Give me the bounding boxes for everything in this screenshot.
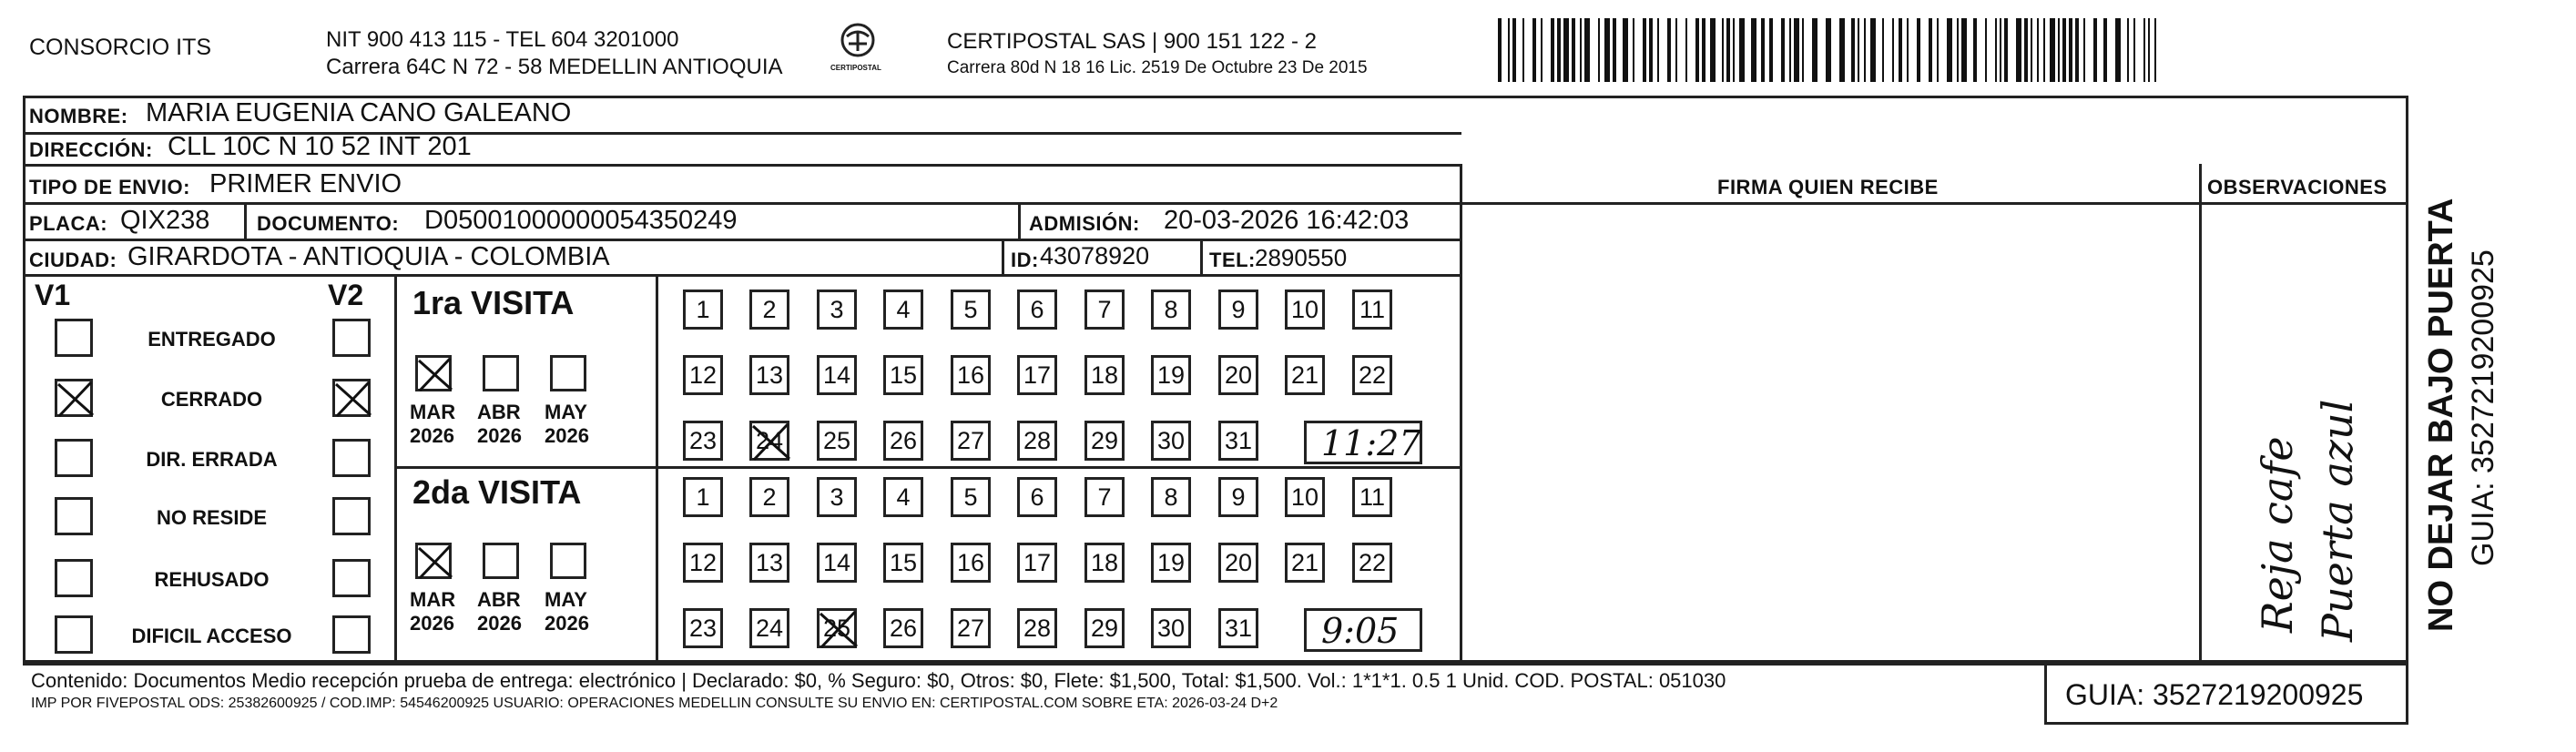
day-cell[interactable] <box>817 421 857 461</box>
check-mark-icon <box>55 379 97 421</box>
day-number: 31 <box>1224 426 1253 454</box>
day-number: 24 <box>755 614 784 642</box>
check-mark-icon <box>749 421 793 464</box>
logo-text: CERTIPOSTAL <box>830 64 881 72</box>
admision-value: 20-03-2026 16:42:03 <box>1164 206 1410 235</box>
v1-header: V1 <box>35 279 71 311</box>
year-label: 2026 <box>477 424 522 447</box>
day-cell[interactable] <box>1084 355 1125 395</box>
month-label: ABR <box>477 588 521 611</box>
day-cell[interactable] <box>1218 543 1258 583</box>
imp-line: IMP POR FIVEPOSTAL ODS: 25382600925 / COD.IMP: 54546200925 USUARIO: OPERACIONES MEDELLIN CONSULTE SU ENVIO EN: CERTIPOSTAL.COM SOBRE ETA: 2026-03-24 D+2 <box>31 696 1278 711</box>
firma-header: FIRMA QUIEN RECIBE <box>1717 176 1939 198</box>
day-cell[interactable] <box>749 290 789 330</box>
day-cell[interactable] <box>1285 290 1325 330</box>
day-cell[interactable] <box>749 421 789 461</box>
day-number: 25 <box>822 614 851 642</box>
v2-checkbox[interactable] <box>332 559 371 597</box>
contenido-line: Contenido: Documentos Medio recepción prueba de entrega: electrónico | Declarado: $0, % Seguro: $0, Otros: $0, Flete: $1,500, Total: $1,500. Vol.: 1*1*1. 0.5 1 Unid. COD. POSTAL: 051030 <box>31 669 1726 692</box>
day-number: 15 <box>889 548 918 576</box>
direccion-label: DIRECCIÓN: <box>29 138 153 161</box>
day-cell[interactable] <box>1285 355 1325 395</box>
v1-checkbox[interactable] <box>55 379 93 417</box>
day-number: 13 <box>755 548 784 576</box>
day-number: 22 <box>1358 361 1387 389</box>
day-number: 1 <box>696 483 710 511</box>
time-box[interactable] <box>1304 608 1422 652</box>
v2-header: V2 <box>328 279 364 311</box>
day-cell[interactable] <box>951 421 991 461</box>
day-cell[interactable] <box>1017 421 1057 461</box>
visit-1-title: 1ra VISITA <box>412 284 575 321</box>
day-number: 6 <box>1030 483 1044 511</box>
day-number: 14 <box>822 361 851 389</box>
day-cell[interactable] <box>1084 608 1125 648</box>
v1-checkbox[interactable] <box>55 615 93 654</box>
day-cell[interactable] <box>951 355 991 395</box>
day-number: 17 <box>1023 548 1052 576</box>
day-cell[interactable] <box>1151 477 1191 517</box>
day-number: 14 <box>822 548 851 576</box>
tel-value: 2890550 <box>1255 244 1348 271</box>
day-cell[interactable] <box>1285 477 1325 517</box>
day-cell[interactable] <box>883 355 923 395</box>
day-cell[interactable] <box>1084 477 1125 517</box>
day-number: 29 <box>1090 614 1119 642</box>
v2-checkbox[interactable] <box>332 439 371 477</box>
day-number: 11 <box>1359 295 1386 323</box>
day-cell[interactable] <box>1151 355 1191 395</box>
check-mark-icon <box>332 379 374 421</box>
day-cell[interactable] <box>1017 608 1057 648</box>
check-mark-icon <box>415 543 455 583</box>
footer-guia-number: GUIA: 3527219200925 <box>2065 678 2364 711</box>
day-cell[interactable] <box>1218 608 1258 648</box>
footer-guia-box <box>2044 663 2408 725</box>
status-option-label: NO RESIDE <box>156 506 268 529</box>
tipo-envio-value: PRIMER ENVIO <box>209 169 402 198</box>
day-number: 26 <box>889 426 918 454</box>
status-option-label: REHUSADO <box>154 568 270 591</box>
month-checkbox[interactable] <box>415 543 452 579</box>
day-cell[interactable] <box>951 608 991 648</box>
day-cell[interactable] <box>883 543 923 583</box>
certipostal-line: CERTIPOSTAL SAS | 900 151 122 - 2 <box>947 29 1317 54</box>
day-number: 11 <box>1359 483 1386 511</box>
day-number: 22 <box>1358 548 1387 576</box>
day-number: 19 <box>1156 548 1186 576</box>
day-number: 23 <box>688 614 718 642</box>
month-checkbox[interactable] <box>550 355 586 391</box>
day-number: 27 <box>956 614 985 642</box>
month-label: ABR <box>477 401 521 423</box>
day-number: 16 <box>956 548 985 576</box>
no-dejar-warning: NO DEJAR BAJO PUERTA <box>2422 198 2460 632</box>
day-number: 30 <box>1156 614 1186 642</box>
month-checkbox[interactable] <box>483 355 519 391</box>
day-number: 18 <box>1090 548 1119 576</box>
day-cell[interactable] <box>883 290 923 330</box>
status-option-label: CERRADO <box>160 388 263 411</box>
day-number: 3 <box>830 483 844 511</box>
day-number: 2 <box>762 483 777 511</box>
day-number: 21 <box>1290 548 1319 576</box>
id-label: ID: <box>1011 249 1039 271</box>
day-cell[interactable] <box>817 355 857 395</box>
v1-checkbox[interactable] <box>55 497 93 535</box>
day-number: 13 <box>755 361 784 389</box>
license-line: Carrera 80d N 18 16 Lic. 2519 De Octubre 23 De 2015 <box>947 58 1368 77</box>
day-cell[interactable] <box>1218 290 1258 330</box>
day-cell[interactable] <box>1352 290 1392 330</box>
day-number: 25 <box>822 426 851 454</box>
company-address: Carrera 64C N 72 - 58 MEDELLIN ANTIOQUIA <box>326 55 783 79</box>
day-number: 5 <box>963 295 978 323</box>
day-cell[interactable] <box>1285 543 1325 583</box>
day-number: 9 <box>1231 295 1246 323</box>
year-label: 2026 <box>545 424 589 447</box>
day-cell[interactable] <box>683 543 723 583</box>
company-name: CONSORCIO ITS <box>29 35 212 60</box>
documento-value: D05001000000054350249 <box>424 206 738 235</box>
day-cell[interactable] <box>683 477 723 517</box>
day-number: 29 <box>1090 426 1119 454</box>
day-number: 20 <box>1224 361 1253 389</box>
day-cell[interactable] <box>1151 543 1191 583</box>
observacion-line-2: Puerta azul <box>2313 399 2362 642</box>
id-value: 43078920 <box>1040 242 1150 269</box>
day-number: 19 <box>1156 361 1186 389</box>
day-number: 6 <box>1030 295 1044 323</box>
v2-checkbox[interactable] <box>332 497 371 535</box>
v1-checkbox[interactable] <box>55 559 93 597</box>
side-guia-number: GUIA: 3527219200925 <box>2466 249 2500 566</box>
nombre-label: NOMBRE: <box>29 105 128 127</box>
month-checkbox[interactable] <box>483 543 519 579</box>
day-number: 7 <box>1097 295 1112 323</box>
ciudad-value: GIRARDOTA - ANTIOQUIA - COLOMBIA <box>127 242 610 271</box>
day-number: 27 <box>956 426 985 454</box>
day-cell[interactable] <box>1151 421 1191 461</box>
nit-line: NIT 900 413 115 - TEL 604 3201000 <box>326 27 679 52</box>
day-cell[interactable] <box>683 290 723 330</box>
certipostal-logo-icon <box>830 20 885 84</box>
month-checkbox[interactable] <box>415 355 452 391</box>
day-cell[interactable] <box>1084 290 1125 330</box>
day-number: 3 <box>830 295 844 323</box>
observaciones-area <box>2202 205 2404 660</box>
day-cell[interactable] <box>1151 608 1191 648</box>
day-cell[interactable] <box>749 477 789 517</box>
day-number: 28 <box>1023 614 1052 642</box>
ciudad-label: CIUDAD: <box>29 249 117 271</box>
status-option-label: ENTREGADO <box>148 328 276 351</box>
day-number: 5 <box>963 483 978 511</box>
month-label: MAR <box>410 401 456 423</box>
month-label: MAR <box>410 588 456 611</box>
month-label: MAY <box>545 401 587 423</box>
handwritten-time: 11:27 <box>1321 423 1421 463</box>
day-cell[interactable] <box>1352 543 1392 583</box>
day-cell[interactable] <box>951 477 991 517</box>
day-cell[interactable] <box>1017 543 1057 583</box>
day-number: 8 <box>1164 295 1178 323</box>
day-cell[interactable] <box>749 355 789 395</box>
day-cell[interactable] <box>817 290 857 330</box>
day-number: 7 <box>1097 483 1112 511</box>
day-number: 23 <box>688 426 718 454</box>
day-number: 4 <box>896 295 911 323</box>
year-label: 2026 <box>477 612 522 635</box>
status-option-label: DIR. ERRADA <box>146 448 278 471</box>
year-label: 2026 <box>410 612 454 635</box>
day-number: 26 <box>889 614 918 642</box>
day-cell[interactable] <box>749 543 789 583</box>
certipostal-logo <box>830 20 885 84</box>
v2-checkbox[interactable] <box>332 615 371 654</box>
day-cell[interactable] <box>883 477 923 517</box>
day-cell[interactable] <box>817 543 857 583</box>
day-cell[interactable] <box>1352 355 1392 395</box>
time-box[interactable] <box>1304 421 1422 464</box>
year-label: 2026 <box>410 424 454 447</box>
day-cell[interactable] <box>1084 543 1125 583</box>
day-number: 20 <box>1224 548 1253 576</box>
day-number: 8 <box>1164 483 1178 511</box>
day-number: 28 <box>1023 426 1052 454</box>
day-cell[interactable] <box>1017 477 1057 517</box>
handwritten-time: 9:05 <box>1321 611 1400 651</box>
day-number: 10 <box>1290 483 1319 511</box>
documento-label: DOCUMENTO: <box>257 212 400 235</box>
day-number: 18 <box>1090 361 1119 389</box>
day-cell[interactable] <box>683 421 723 461</box>
day-cell[interactable] <box>683 608 723 648</box>
day-cell[interactable] <box>749 608 789 648</box>
month-label: MAY <box>545 588 587 611</box>
v2-checkbox[interactable] <box>332 379 371 417</box>
day-cell[interactable] <box>683 355 723 395</box>
day-number: 12 <box>688 361 718 389</box>
placa-value: QIX238 <box>120 206 210 235</box>
day-cell[interactable] <box>1084 421 1125 461</box>
check-mark-icon <box>817 608 860 652</box>
day-number: 12 <box>688 548 718 576</box>
day-cell[interactable] <box>1151 290 1191 330</box>
day-number: 17 <box>1023 361 1052 389</box>
observaciones-header: OBSERVACIONES <box>2207 176 2388 198</box>
day-number: 21 <box>1290 361 1319 389</box>
month-checkbox[interactable] <box>550 543 586 579</box>
day-cell[interactable] <box>883 421 923 461</box>
visit-2-title: 2da VISITA <box>412 473 582 511</box>
day-number: 16 <box>956 361 985 389</box>
day-number: 31 <box>1224 614 1253 642</box>
day-number: 30 <box>1156 426 1186 454</box>
recipient-name: MARIA EUGENIA CANO GALEANO <box>146 98 572 127</box>
day-cell[interactable] <box>951 543 991 583</box>
check-mark-icon <box>415 355 455 395</box>
v1-checkbox[interactable] <box>55 319 93 357</box>
placa-label: PLACA: <box>29 212 108 235</box>
status-option-label: DIFICIL ACCESO <box>131 625 292 647</box>
day-cell[interactable] <box>1017 355 1057 395</box>
day-number: 2 <box>762 295 777 323</box>
year-label: 2026 <box>545 612 589 635</box>
day-cell[interactable] <box>817 608 857 648</box>
v1-checkbox[interactable] <box>55 439 93 477</box>
barcode <box>1498 18 2163 82</box>
day-cell[interactable] <box>1218 477 1258 517</box>
day-number: 9 <box>1231 483 1246 511</box>
admision-label: ADMISIÓN: <box>1029 212 1140 235</box>
day-number: 4 <box>896 483 911 511</box>
day-cell[interactable] <box>1352 477 1392 517</box>
observacion-line-1: Reja cafe <box>2253 436 2302 633</box>
day-number: 1 <box>696 295 710 323</box>
day-number: 15 <box>889 361 918 389</box>
day-cell[interactable] <box>817 477 857 517</box>
day-cell[interactable] <box>1218 421 1258 461</box>
day-number: 24 <box>755 426 784 454</box>
day-cell[interactable] <box>883 608 923 648</box>
recipient-address: CLL 10C N 10 52 INT 201 <box>168 132 472 161</box>
day-cell[interactable] <box>951 290 991 330</box>
tipo-envio-label: TIPO DE ENVIO: <box>29 176 190 198</box>
day-number: 10 <box>1290 295 1319 323</box>
v2-checkbox[interactable] <box>332 319 371 357</box>
day-cell[interactable] <box>1218 355 1258 395</box>
day-cell[interactable] <box>1017 290 1057 330</box>
tel-label: TEL: <box>1209 249 1256 271</box>
